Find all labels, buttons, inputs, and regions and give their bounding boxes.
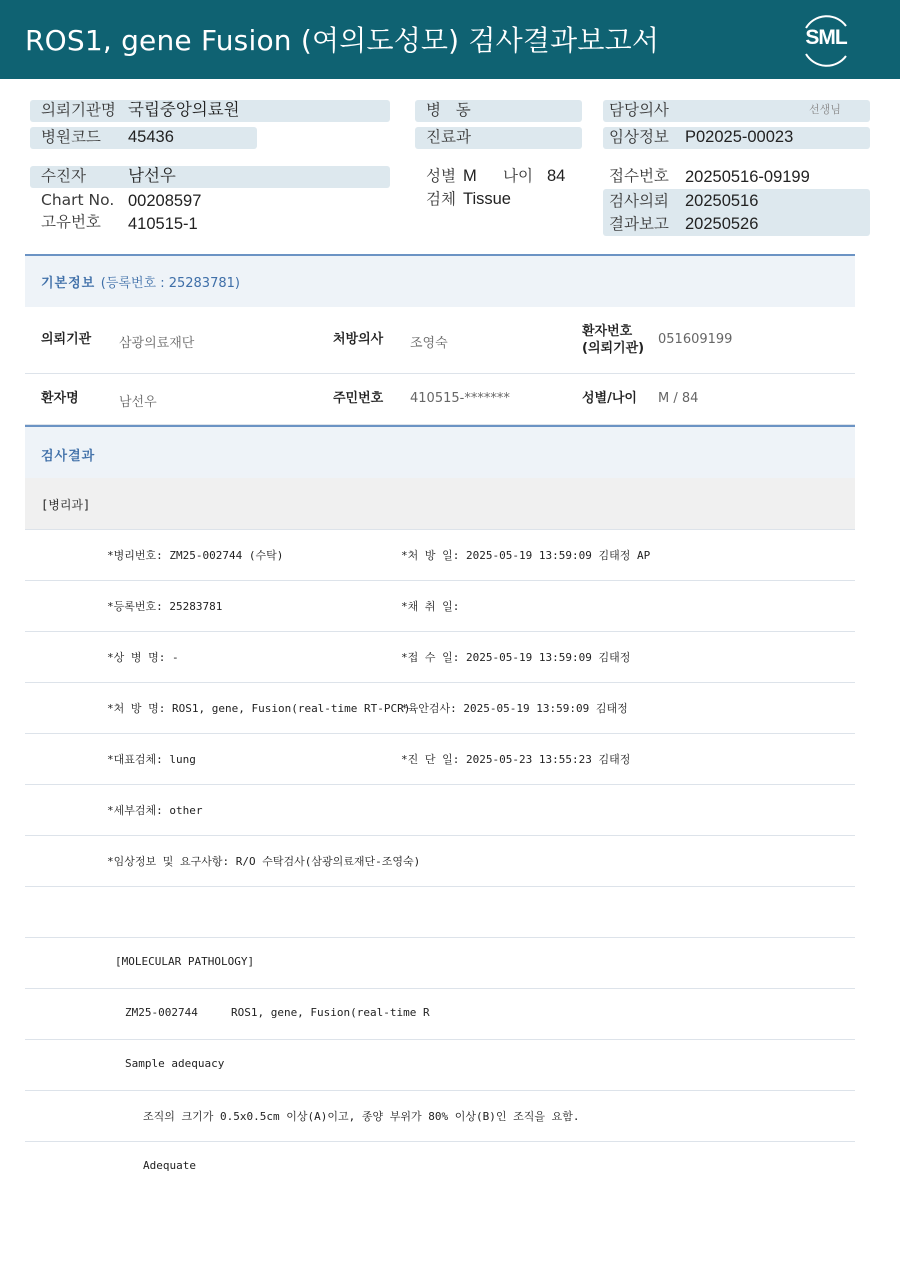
basic-key-sub: (의뢰기관) bbox=[582, 341, 645, 356]
basic-value: 051609199 bbox=[658, 332, 733, 347]
age-label: 나이 bbox=[503, 167, 533, 185]
basic-info-row bbox=[25, 374, 855, 425]
result-left: *대표검체: lung bbox=[107, 753, 196, 766]
molecular-line bbox=[25, 938, 855, 989]
chart-no-value: 00208597 bbox=[128, 192, 202, 210]
molecular-heading: [MOLECULAR PATHOLOGY] bbox=[115, 955, 255, 968]
result-right: *육안검사: 2025-05-19 13:59:09 김태정 bbox=[401, 702, 628, 715]
result-left: *등록번호: 25283781 bbox=[107, 600, 223, 613]
basic-key: 주민번호 bbox=[333, 391, 384, 406]
unique-label: 고유번호 bbox=[41, 213, 101, 231]
report-header bbox=[0, 0, 900, 79]
result-left: *처 방 명: ROS1, gene, Fusion(real-time RT-PCR) bbox=[107, 702, 411, 715]
result-left: *병리번호: ZM25-002744 (수탁) bbox=[107, 549, 284, 562]
request-date-value: 20250516 bbox=[685, 192, 759, 210]
result-line-empty bbox=[25, 887, 855, 938]
results-title: 검사결과 bbox=[41, 449, 96, 464]
ward-label: 병 동 bbox=[426, 101, 471, 119]
result-left: *세부검체: other bbox=[107, 804, 203, 817]
result-line bbox=[25, 683, 855, 734]
basic-key: 의뢰기관 bbox=[41, 332, 92, 347]
basic-value: 410515-******* bbox=[410, 391, 510, 406]
report-title: ROS1, gene Fusion (여의도성모) 검사결과보고서 bbox=[25, 24, 660, 57]
dept-label: 진료과 bbox=[426, 128, 471, 146]
result-right: *처 방 일: 2025-05-19 13:59:09 김태정 AP bbox=[401, 549, 651, 562]
result-right: *진 단 일: 2025-05-23 13:55:23 김태정 bbox=[401, 753, 631, 766]
receipt-no-value: 20250516-09199 bbox=[685, 168, 810, 186]
sex-value: M bbox=[463, 167, 477, 185]
report-label: 결과보고 bbox=[609, 215, 669, 233]
institution-value: 국립중앙의료원 bbox=[128, 101, 240, 119]
basic-key: 성별/나이 bbox=[582, 391, 637, 406]
result-line bbox=[25, 836, 855, 887]
hospital-code-label: 병원코드 bbox=[41, 128, 101, 146]
basic-key: 환자번호 bbox=[582, 324, 633, 339]
specimen-label: 검체 bbox=[426, 190, 456, 208]
sex-label: 성별 bbox=[426, 167, 456, 185]
basic-value: 삼광의료재단 bbox=[119, 336, 195, 351]
basic-value: 남선우 bbox=[119, 395, 157, 410]
basic-key: 처방의사 bbox=[333, 332, 384, 347]
institution-label: 의뢰기관명 bbox=[41, 101, 116, 119]
dept-band bbox=[25, 478, 855, 530]
molecular-line bbox=[25, 1142, 855, 1192]
basic-info-subtitle: (등록번호 : 25283781) bbox=[100, 276, 240, 291]
result-left: *임상정보 및 요구사항: R/O 수탁검사(삼광의료재단-조영숙) bbox=[107, 855, 421, 868]
report-date-value: 20250526 bbox=[685, 215, 759, 233]
molecular-text: Sample adequacy bbox=[125, 1057, 225, 1070]
doctor-suffix: 선생님 bbox=[809, 103, 841, 116]
doctor-label: 담당의사 bbox=[609, 101, 669, 119]
basic-info-row bbox=[25, 307, 855, 374]
molecular-text: Adequate bbox=[143, 1159, 196, 1172]
chart-label: Chart No. bbox=[41, 191, 115, 209]
patient-name-value: 남선우 bbox=[128, 167, 176, 185]
specimen-value: Tissue bbox=[463, 190, 511, 208]
unique-no-value: 410515-1 bbox=[128, 215, 198, 233]
result-left: *상 병 명: - bbox=[107, 651, 179, 664]
results-header bbox=[25, 425, 855, 478]
result-line bbox=[25, 632, 855, 683]
result-line bbox=[25, 785, 855, 836]
molecular-text: ZM25-002744 ROS1, gene, Fusion(real-time R bbox=[125, 1006, 430, 1019]
patient-label: 수진자 bbox=[41, 167, 86, 185]
basic-info-header bbox=[25, 254, 855, 307]
molecular-line bbox=[25, 1040, 855, 1091]
result-line bbox=[25, 734, 855, 785]
molecular-line bbox=[25, 989, 855, 1040]
sml-logo bbox=[796, 12, 856, 68]
molecular-text: 조직의 크기가 0.5x0.5cm 이상(A)이고, 종양 부위가 80% 이상(B)인 조직을 요함. bbox=[143, 1110, 580, 1123]
molecular-line bbox=[25, 1091, 855, 1142]
basic-key: 환자명 bbox=[41, 391, 79, 406]
logo-text: SML bbox=[805, 26, 847, 49]
hospital-code-value: 45436 bbox=[128, 128, 174, 146]
receipt-label: 접수번호 bbox=[609, 167, 669, 185]
basic-value: M / 84 bbox=[658, 391, 699, 406]
clinical-value: P02025-00023 bbox=[685, 128, 794, 146]
result-right: *채 취 일: bbox=[401, 600, 460, 613]
dept-label: [병리과] bbox=[41, 498, 91, 512]
age-value: 84 bbox=[547, 167, 566, 185]
result-line bbox=[25, 581, 855, 632]
request-label: 검사의뢰 bbox=[609, 192, 669, 210]
result-line bbox=[25, 530, 855, 581]
clinical-label: 임상정보 bbox=[609, 128, 669, 146]
result-right: *접 수 일: 2025-05-19 13:59:09 김태정 bbox=[401, 651, 631, 664]
basic-info-title: 기본정보 bbox=[41, 276, 96, 291]
basic-value: 조영숙 bbox=[410, 336, 448, 351]
